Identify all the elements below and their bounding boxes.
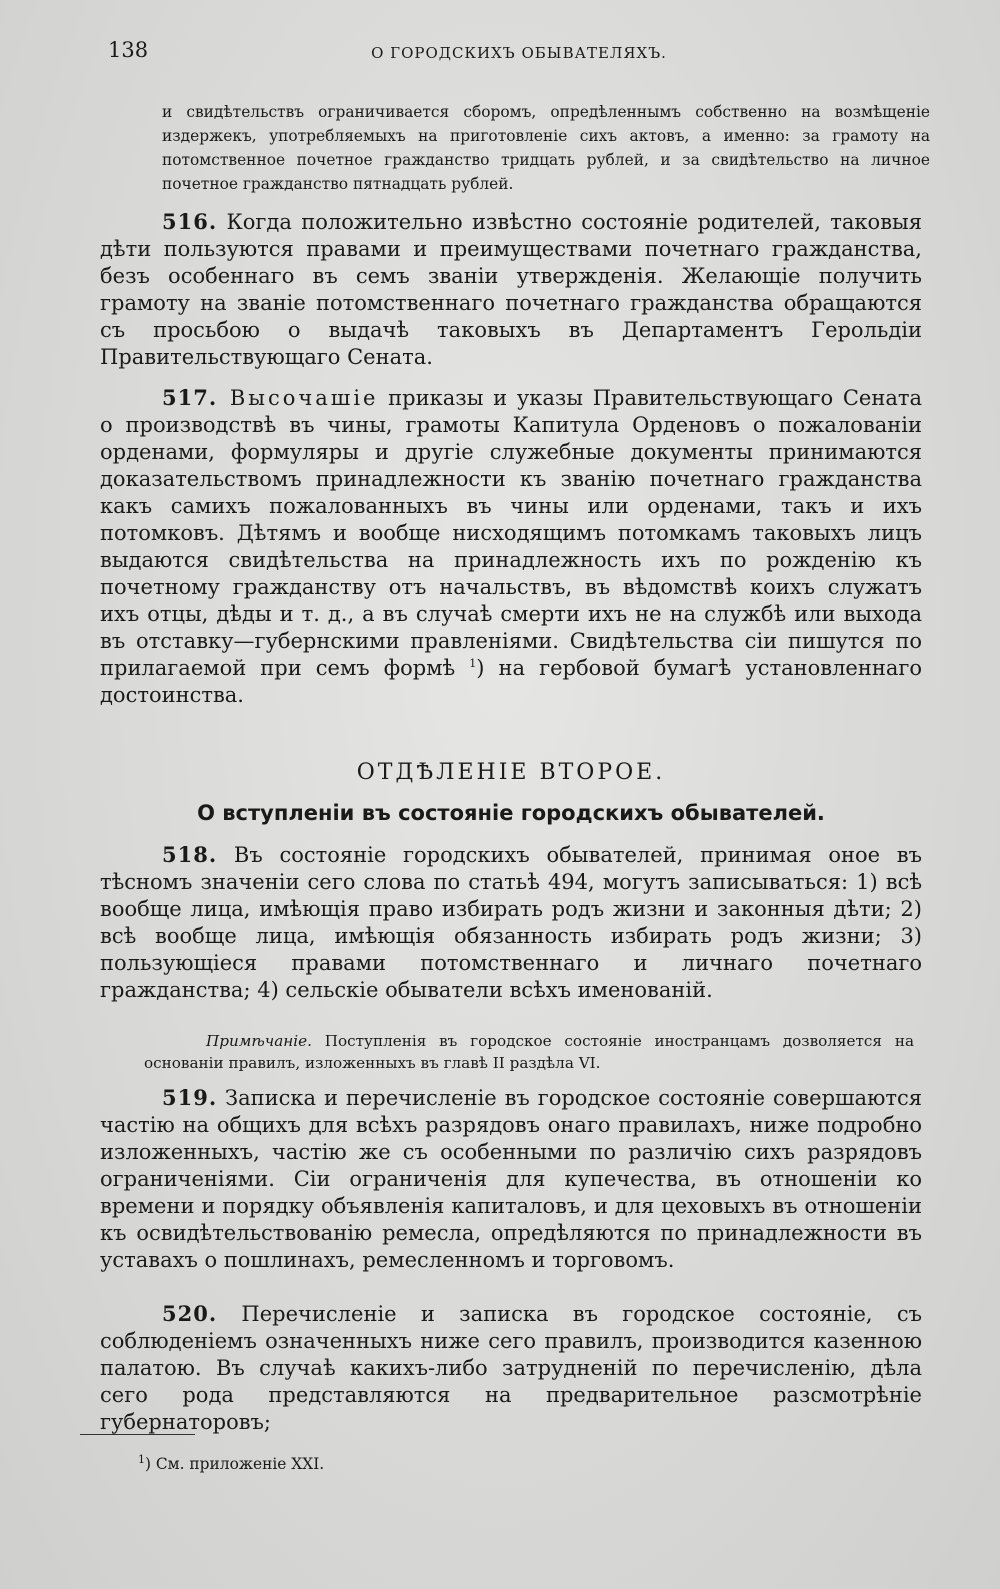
note [144, 1030, 914, 1074]
article-text: Въ состояніе городскихъ обывателей, принимая оное въ тѣсномъ значеніи сего слова по статьѣ 494, могутъ записываться: 1) всѣ вообще лица, имѣющія право избирать родъ жизни и законныя дѣти; 2) всѣ вообще лица, имѣющія обязанность избирать родъ жизни; 3) пользующіеся правами потомственнаго и личнаго почетнаго гражданства; 4) сельскіе обыватели всѣхъ именованій. [100, 843, 922, 1002]
running-title: О ГОРОДСКИХЪ ОБЫВАТЕЛЯХЪ. [371, 44, 667, 62]
note-label: Примѣчаніе. [206, 1032, 312, 1050]
article-text: Когда положительно извѣстно состояніе родителей, таковыя дѣти пользуются правами и преимуществами почетнаго гражданства, безъ особеннаго въ семъ званіи утвержденія. Желающіе получить грамоту на званіе потомственнаго почетнаго гражданства обращаются съ просьбою о выдачѣ таковыхъ въ Департаментъ Герольдіи Правительствующаго Сената. [100, 210, 922, 369]
article-number: 516. [162, 209, 218, 234]
section-title: ОТДѢЛЕНІЕ ВТОРОЕ. [356, 760, 666, 785]
note-text: Поступленія въ городское состояніе иностранцамъ дозволяется на основаніи правилъ, изложенныхъ въ главѣ II раздѣла VI. [144, 1032, 914, 1072]
article-516 [100, 208, 922, 371]
article-518 [100, 841, 922, 1004]
article-number: 517. [162, 385, 218, 410]
article-text: Записка и перечисленіе въ городское состояніе совершаются частію на общихъ для всѣхъ разрядовъ онаго правилахъ, ниже подробно изложенныхъ, частію же съ особенными по различію сихъ разрядовъ ограниченіями. Сіи ограниченія для купечества, въ отношеніи ко времени и порядку объявленія капиталовъ, и для цеховыхъ въ отношеніи къ освидѣтельствованію ремесла, опредѣляются по принадлежности въ уставахъ о пошлинахъ, ремесленномъ и торговомъ. [100, 1086, 922, 1272]
footnote-reference[interactable]: 1 [469, 657, 477, 670]
footnote [138, 1452, 325, 1473]
article-519 [100, 1084, 922, 1274]
footnote-divider [80, 1434, 195, 1435]
article-text: приказы и указы Правительствующаго Сената о производствѣ въ чины, грамоты Капитула Орденовъ о пожалованіи орденами, формуляры и другіе служебные документы принимаются доказательствомъ принадлежности къ званію почетнаго гражданства какъ самихъ пожалованныхъ въ чины или орденами, такъ и ихъ потомковъ. Дѣтямъ и вообще нисходящимъ потомкамъ таковыхъ лицъ выдаются свидѣтельства на принадлежность ихъ по рожденію къ почетному гражданству отъ начальствъ, въ вѣдомствѣ коихъ служатъ ихъ отцы, дѣды и т. д., а въ случаѣ смерти ихъ не на службѣ или выхода въ отставку—губернскими правленіями. Свидѣтельства сіи пишутся по прилагаемой при семъ формѣ [100, 386, 922, 680]
intro-paragraph: и свидѣтельствъ ограничивается сборомъ, опредѣленнымъ собственно на возмѣщеніе издержекъ, употребляемыхъ на приготовленіе сихъ актовъ, а именно: за грамоту на потомственное почетное гражданство тридцать рублей, и за свидѣтельство на личное почетное гражданство пятнадцать рублей. [162, 103, 930, 193]
page-number: 138 [108, 38, 149, 62]
article-number: 519. [162, 1085, 218, 1110]
section-subtitle: О вступленіи въ состояніе городскихъ обывателей. [197, 801, 825, 825]
footnote-marker: 1 [138, 1452, 145, 1466]
article-number: 520. [162, 1301, 218, 1326]
article-517 [100, 384, 922, 709]
article-number: 518. [162, 842, 218, 867]
article-text-continued: ) на гербовой бумагѣ установленнаго достоинства. [100, 656, 922, 707]
article-text: Перечисленіе и записка въ городское состояніе, съ соблюденіемъ означенныхъ ниже сего правилъ, производится казенною палатою. Въ случаѣ какихъ-либо затрудненій по перечисленію, дѣла сего рода представляются на предварительное разсмотрѣніе губернаторовъ; [100, 1302, 922, 1434]
article-lead-spaced: Высочашіе [217, 386, 379, 410]
footnote-text: ) См. приложеніе XXI. [145, 1455, 325, 1473]
article-520 [100, 1300, 922, 1436]
page-header [108, 38, 930, 68]
